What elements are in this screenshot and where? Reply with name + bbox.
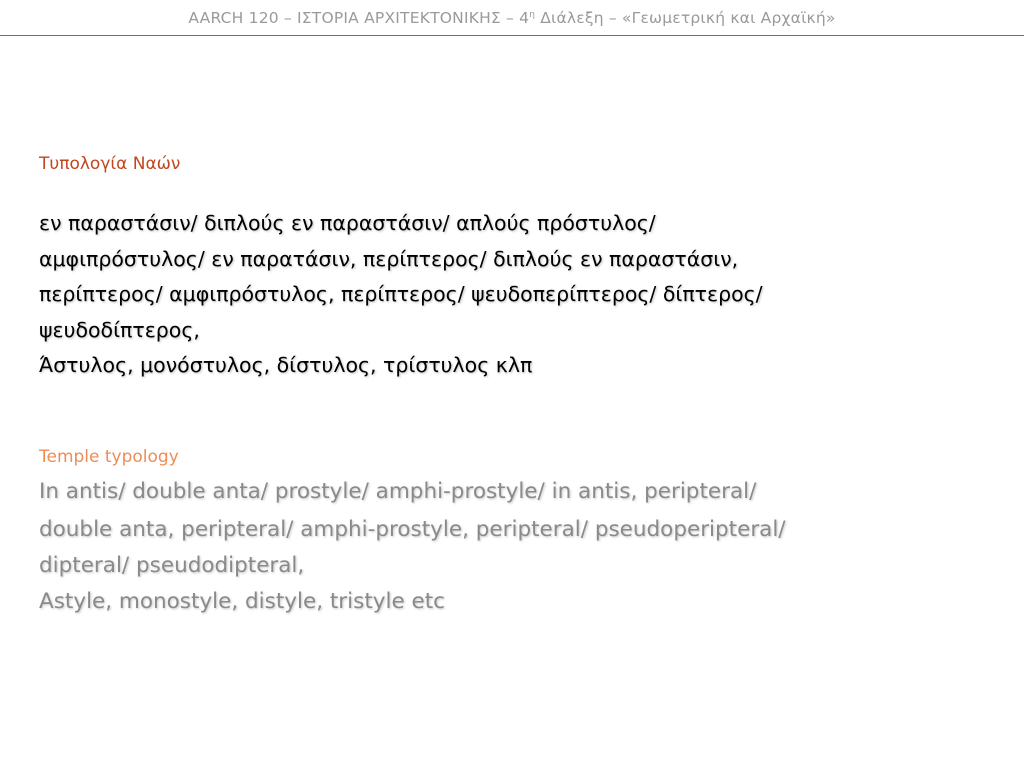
slide-header xyxy=(0,0,1024,36)
greek-body-line: Άστυλος, μονόστυλος, δίστυλος, τρίστυλος κλπ xyxy=(39,353,533,377)
english-body-line: double anta, peripteral/ amphi-prostyle, peripteral/ pseudoperipteral/ xyxy=(39,517,786,542)
greek-section-body xyxy=(39,206,999,384)
header-title-superscript: η xyxy=(529,10,536,20)
greek-body-line: περίπτερος/ αμφιπρόστυλος, περίπτερος/ ψευδοπερίπτερος/ δίπτερος/ xyxy=(39,282,763,306)
header-title-main: AARCH 120 – ΙΣΤΟΡΙΑ ΑΡΧΙΤΕΚΤΟΝΙΚΗΣ – 4 xyxy=(188,9,530,27)
english-body-line: Astyle, monostyle, distyle, tristyle etc xyxy=(39,589,445,614)
english-section-body xyxy=(39,473,1009,621)
english-section-heading: Temple typology xyxy=(39,447,179,467)
greek-body-line: εν παραστάσιν/ διπλούς εν παραστάσιν/ απλούς πρόστυλος/ xyxy=(39,211,656,235)
greek-section-heading: Τυπολογία Ναών xyxy=(39,154,181,174)
header-title-rest: Διάλεξη – «Γεωμετρική και Αρχαϊκή» xyxy=(535,9,836,27)
english-body-line: In antis/ double anta/ prostyle/ amphi-prostyle/ in antis, peripteral/ xyxy=(39,479,757,504)
english-body-line: dipteral/ pseudodipteral, xyxy=(39,553,305,578)
greek-body-line: ψευδοδίπτερος, xyxy=(39,317,200,342)
header-title xyxy=(0,9,1024,27)
greek-body-line: αμφιπρόστυλος/ εν παρατάσιν, περίπτερος/ διπλούς εν παραστάσιν, xyxy=(39,246,739,271)
